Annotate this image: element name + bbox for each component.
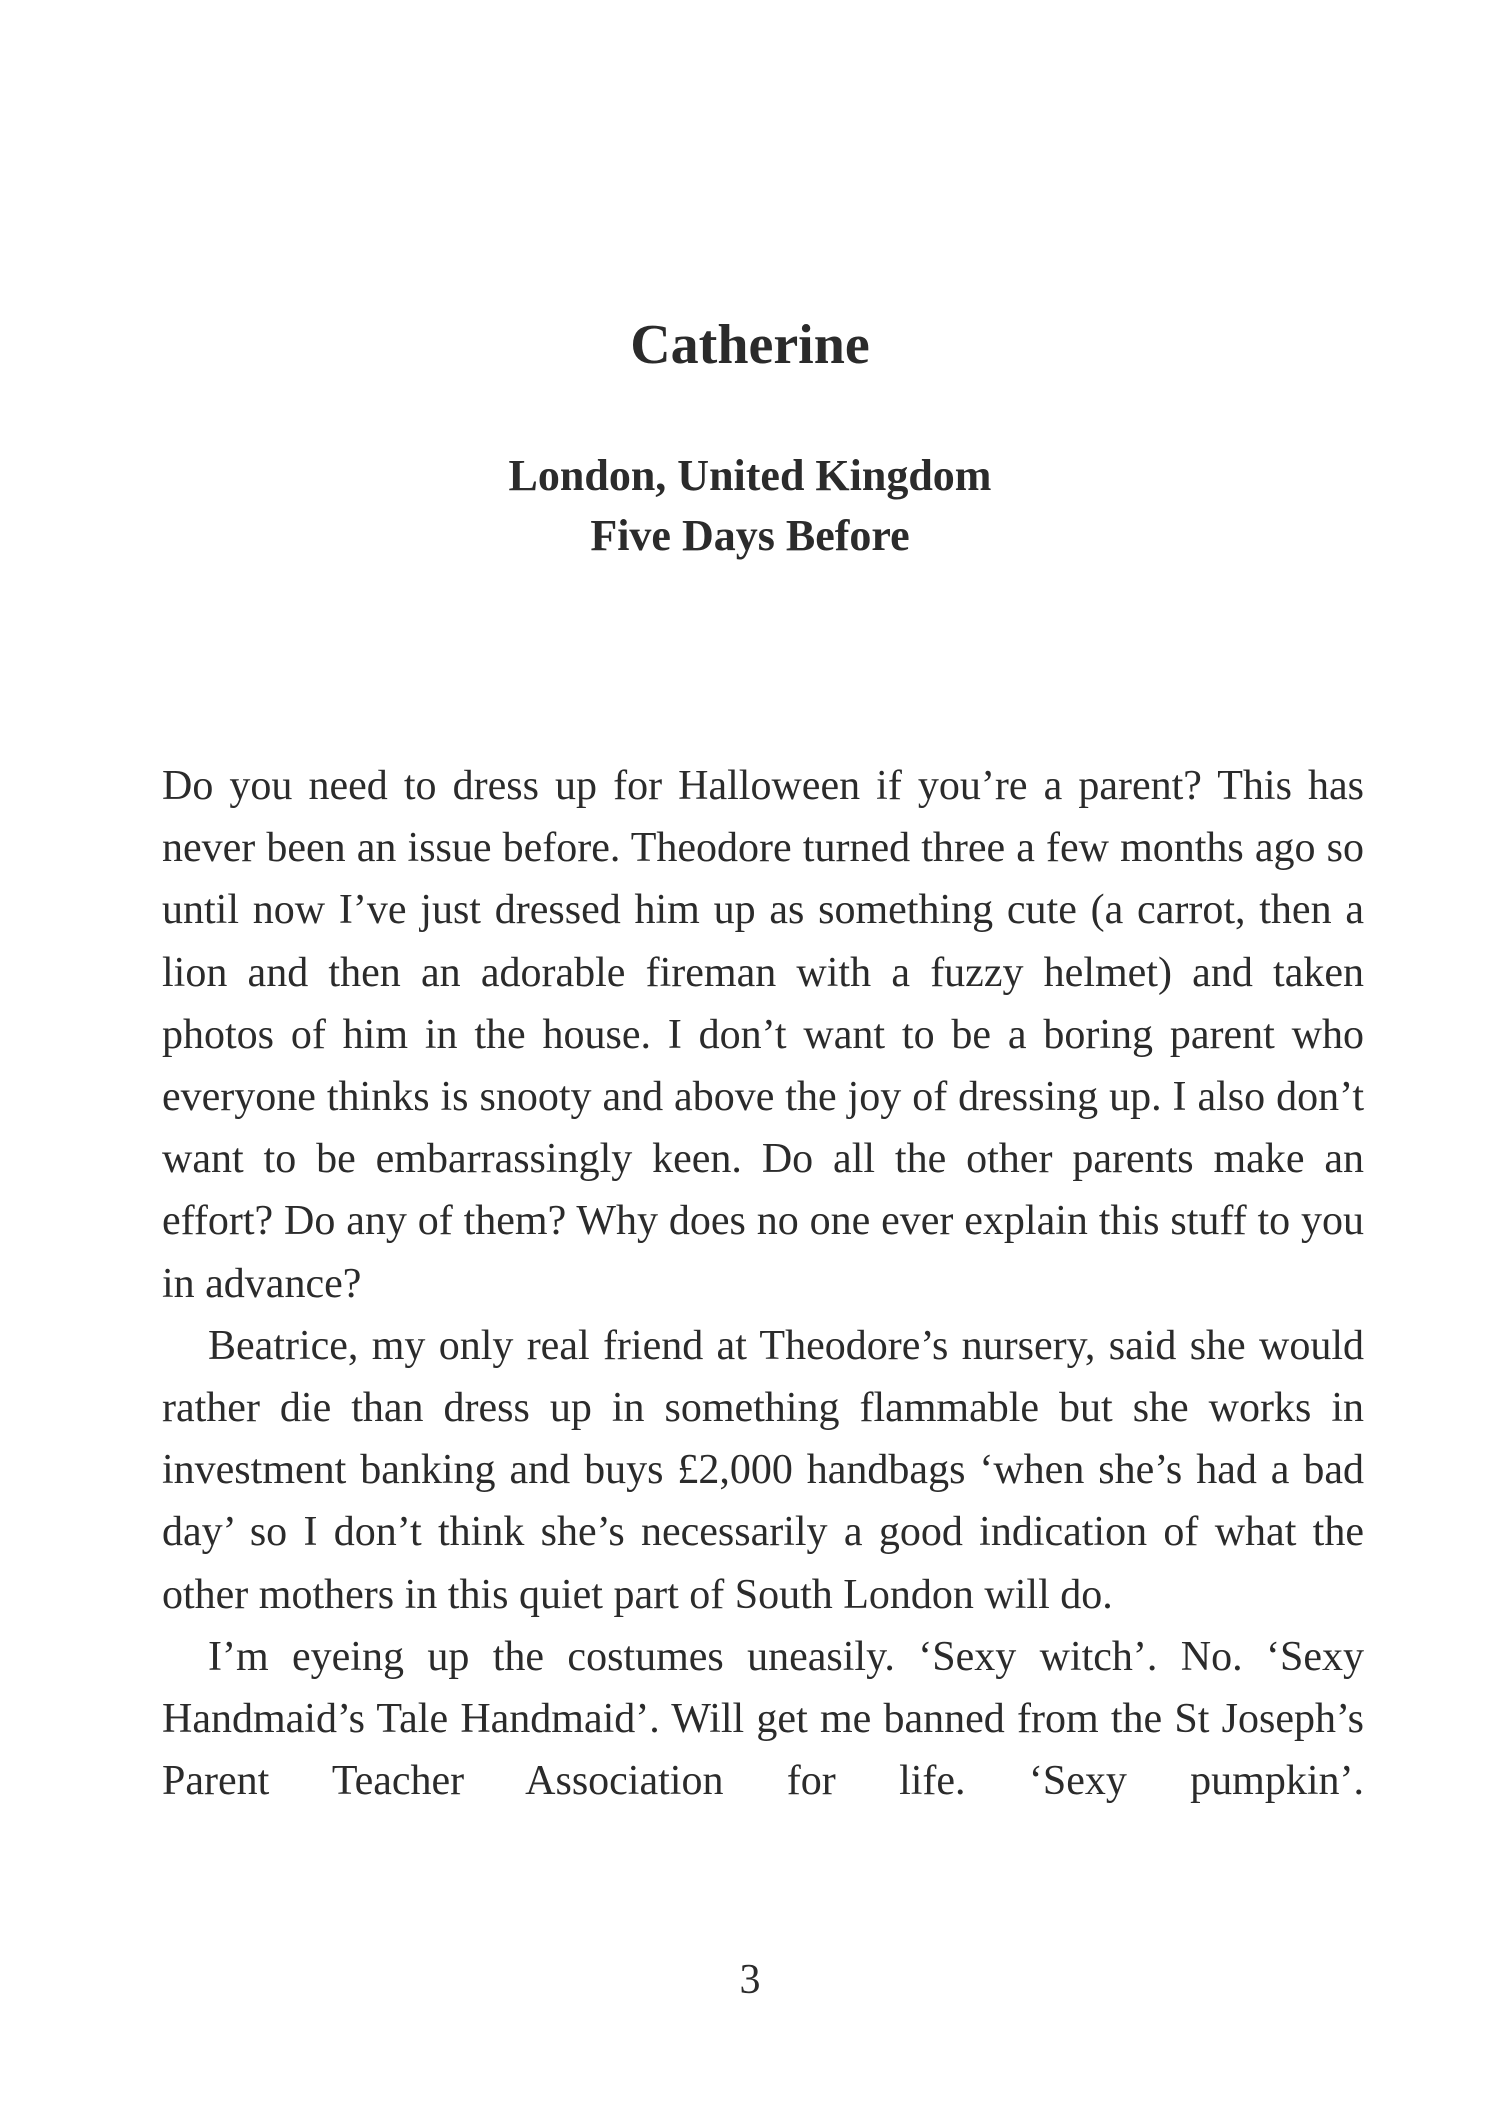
paragraph: I’m eyeing up the costumes uneasily. ‘Sexy witch’. No. ‘Sexy Handmaid’s Tale Handmaid’. Will get me banned from the St Joseph’s Parent Teacher Association for life. ‘Sexy pumpkin’.	[162, 1633, 1364, 1805]
page-number: 3	[739, 1957, 761, 2003]
paragraph: Do you need to dress up for Halloween if you’re a parent? This has never been an issue before. Theodore turned three a few months ago so until now I’ve just dressed him up as something cute (a carrot, then a lion and then an adorable fireman with a fuzzy helmet) and taken photos of him in the house. I don’t want to be a boring parent who everyone thinks is snooty and above the joy of dressing up. I also don’t want to be embarrassingly keen. Do all the other parents make an effort? Do any of them? Why does no one ever explain this stuff to you in advance?	[162, 763, 1364, 1307]
body-text	[162, 755, 1364, 1812]
paragraph: Beatrice, my only real friend at Theodore’s nursery, said she would rather die than dress up in something flammable but she works in investment banking and buys £2,000 handbags ‘when she’s had a bad day’ so I don’t think she’s necessarily a good indication of what the other mothers in this quiet part of South London will do.	[162, 1322, 1364, 1618]
chapter-title: Catherine	[630, 314, 870, 376]
chapter-location: London, United Kingdom	[508, 451, 992, 500]
chapter-time: Five Days Before	[590, 511, 910, 560]
